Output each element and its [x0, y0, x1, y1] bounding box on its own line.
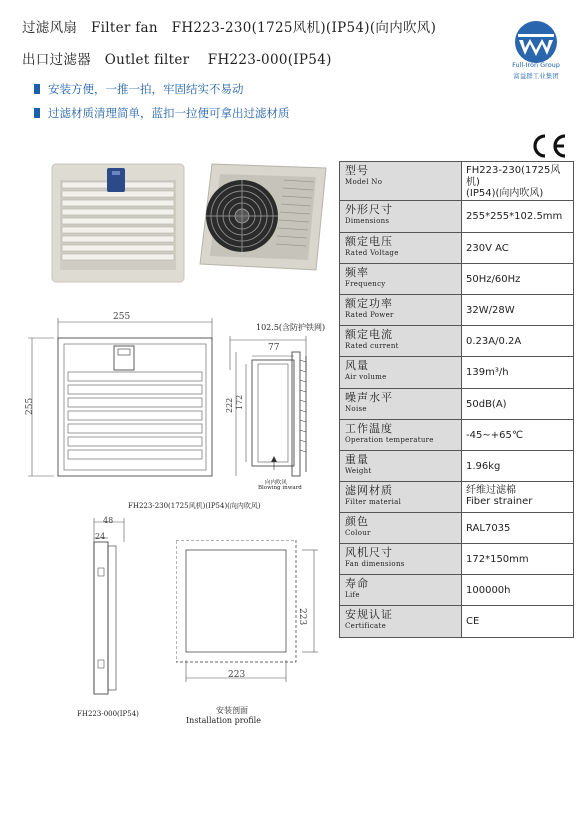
spec-row	[340, 356, 574, 388]
spec-key-en: Weight	[345, 466, 372, 475]
feature-bullet-2	[34, 105, 290, 121]
header-1-model: FH223-230(1725风机)(IP54)(向内吹风)	[171, 20, 437, 36]
dim-outlet-24: 24	[95, 532, 106, 541]
fan-drawing-caption: FH223-230(1725风机)(IP54)(向内吹风)	[128, 502, 261, 510]
install-caption-en: Installation profile	[186, 716, 261, 725]
spec-key-en: Life	[345, 590, 360, 599]
spec-value	[462, 512, 574, 543]
spec-value-line: 139m³/h	[466, 366, 509, 378]
spec-row	[340, 200, 574, 232]
spec-key-cn: 外形尺寸	[345, 202, 393, 216]
spec-value-line: CE	[466, 615, 480, 627]
header-1-cn: 过滤风扇	[22, 20, 78, 36]
spec-value	[462, 200, 574, 232]
spec-key-en: Certificate	[345, 621, 387, 630]
spec-value-line: 100000h	[466, 584, 511, 596]
spec-key	[340, 162, 462, 201]
dim-install-height: 223	[297, 608, 307, 626]
spec-row	[340, 450, 574, 481]
spec-row	[340, 263, 574, 294]
feature-text-2: 过滤材质清理简单，蓝扣一拉便可拿出过滤材质	[48, 106, 290, 120]
spec-key	[340, 481, 462, 512]
spec-key	[340, 263, 462, 294]
spec-key-cn: 额定电流	[345, 327, 393, 341]
filter-fan-back-photo	[198, 160, 329, 272]
spec-key	[340, 512, 462, 543]
spec-key	[340, 574, 462, 605]
spec-key-en: Model No	[345, 178, 383, 186]
spec-value	[462, 605, 574, 637]
spec-key-cn: 额定功率	[345, 296, 393, 310]
spec-value-line: 50Hz/60Hz	[466, 273, 521, 285]
filter-fan-front-photo	[46, 160, 191, 288]
header-2-model: FH223-000(IP54)	[207, 52, 332, 68]
spec-key-en: Air volume	[345, 372, 387, 381]
header-2-en: Outlet filter	[104, 52, 190, 68]
spec-key-cn: 噪声水平	[345, 390, 393, 404]
company-logo-icon	[500, 20, 580, 78]
outlet-filter-side-drawing	[84, 512, 134, 700]
spec-row	[340, 325, 574, 356]
spec-value	[462, 450, 574, 481]
spec-value-line: (IP54)(向内吹风)	[466, 188, 544, 199]
spec-key	[340, 450, 462, 481]
bullet-marker-icon	[34, 84, 40, 94]
spec-key-cn: 型号	[345, 164, 369, 177]
spec-key-en: Rated Voltage	[345, 248, 399, 257]
spec-key-en: Rated current	[345, 341, 399, 350]
feature-text-1: 安装方便，一推一拍，牢固结实不易动	[48, 82, 244, 96]
logo-text-cn: 富益群工业集团	[513, 72, 559, 80]
ce-mark-icon	[529, 132, 569, 160]
spec-key-en: Noise	[345, 404, 367, 413]
spec-value	[462, 294, 574, 325]
dim-side-172: 172	[235, 394, 244, 410]
spec-value-line: Fiber strainer	[466, 496, 533, 507]
spec-key-en: Colour	[345, 528, 371, 537]
spec-row	[340, 232, 574, 263]
header-line-2	[22, 48, 332, 68]
spec-key-cn: 风机尺寸	[345, 545, 393, 559]
outlet-drawing-caption: FH223-000(IP54)	[77, 710, 139, 718]
bullet-marker-icon	[34, 108, 40, 118]
spec-key	[340, 325, 462, 356]
spec-key	[340, 388, 462, 419]
dim-front-height: 255	[25, 397, 35, 415]
spec-value	[462, 419, 574, 450]
filter-fan-front-drawing	[24, 306, 216, 496]
spec-key-cn: 颜色	[345, 514, 369, 528]
spec-row	[340, 419, 574, 450]
spec-key-en: Frequency	[345, 279, 386, 288]
spec-key	[340, 605, 462, 637]
spec-key	[340, 200, 462, 232]
spec-key-cn: 寿命	[345, 576, 369, 590]
spec-key-en: Operation temperature	[345, 435, 434, 444]
header-2-cn: 出口过滤器	[22, 52, 91, 68]
spec-row	[340, 294, 574, 325]
spec-key-en: Dimensions	[345, 216, 390, 225]
spec-key-cn: 滤网材质	[345, 483, 393, 497]
spec-key-en: Filter material	[345, 497, 402, 506]
spec-value-line: 50dB(A)	[466, 398, 507, 410]
spec-value-line: 32W/28W	[466, 304, 515, 316]
spec-value	[462, 325, 574, 356]
blowing-label-cn: 向内吹风	[265, 480, 288, 486]
spec-row	[340, 481, 574, 512]
spec-row	[340, 574, 574, 605]
spec-value	[462, 574, 574, 605]
spec-value-line: FH223-230(1725风机)	[466, 165, 561, 188]
spec-row	[340, 543, 574, 574]
spec-key	[340, 543, 462, 574]
dim-front-width: 255	[113, 312, 131, 322]
header-line-1	[22, 16, 436, 36]
blowing-label-en: Blowing inward	[258, 485, 302, 491]
spec-row	[340, 388, 574, 419]
spec-key-cn: 额定电压	[345, 234, 393, 248]
spec-value-line: 230V AC	[466, 242, 509, 254]
spec-value	[462, 543, 574, 574]
spec-value-line: 1.96kg	[466, 460, 501, 472]
header-1-en: Filter fan	[90, 20, 158, 36]
spec-value-line: -45~+65℃	[466, 429, 524, 441]
spec-value-line: 172*150mm	[466, 553, 529, 565]
spec-key-en: Rated Power	[345, 310, 394, 319]
spec-key-cn: 安规认证	[345, 607, 393, 621]
spec-row	[340, 162, 574, 201]
dim-outlet-48: 48	[103, 516, 114, 525]
spec-value-line: 255*255*102.5mm	[466, 210, 563, 222]
spec-key	[340, 356, 462, 388]
dim-side-77: 77	[268, 343, 280, 353]
spec-value	[462, 232, 574, 263]
spec-key-cn: 频率	[345, 265, 369, 279]
spec-row	[340, 512, 574, 543]
spec-key	[340, 294, 462, 325]
spec-key-en: Fan dimensions	[345, 559, 405, 568]
spec-value	[462, 263, 574, 294]
spec-key-cn: 工作温度	[345, 421, 393, 435]
spec-value	[462, 388, 574, 419]
spec-key-cn: 风量	[345, 358, 369, 372]
spec-row	[340, 605, 574, 637]
spec-value-line: 0.23A/0.2A	[466, 335, 522, 347]
dim-side-222: 222	[225, 397, 234, 413]
dim-side-depth: 102.5(含防护铁网)	[256, 323, 326, 332]
spec-value	[462, 481, 574, 512]
spec-key	[340, 419, 462, 450]
spec-value	[462, 162, 574, 201]
spec-table	[339, 161, 574, 638]
spec-value-line: RAL7035	[466, 522, 511, 534]
spec-value-line: 纤维过滤棉	[466, 484, 516, 496]
spec-key-cn: 重量	[345, 452, 369, 466]
spec-key	[340, 232, 462, 263]
dim-install-width: 223	[228, 670, 246, 680]
install-caption-cn: 安装剖面	[216, 706, 248, 715]
logo-text-en: Full-Iron Group	[512, 61, 560, 69]
spec-value	[462, 356, 574, 388]
feature-bullet-1	[34, 81, 244, 97]
